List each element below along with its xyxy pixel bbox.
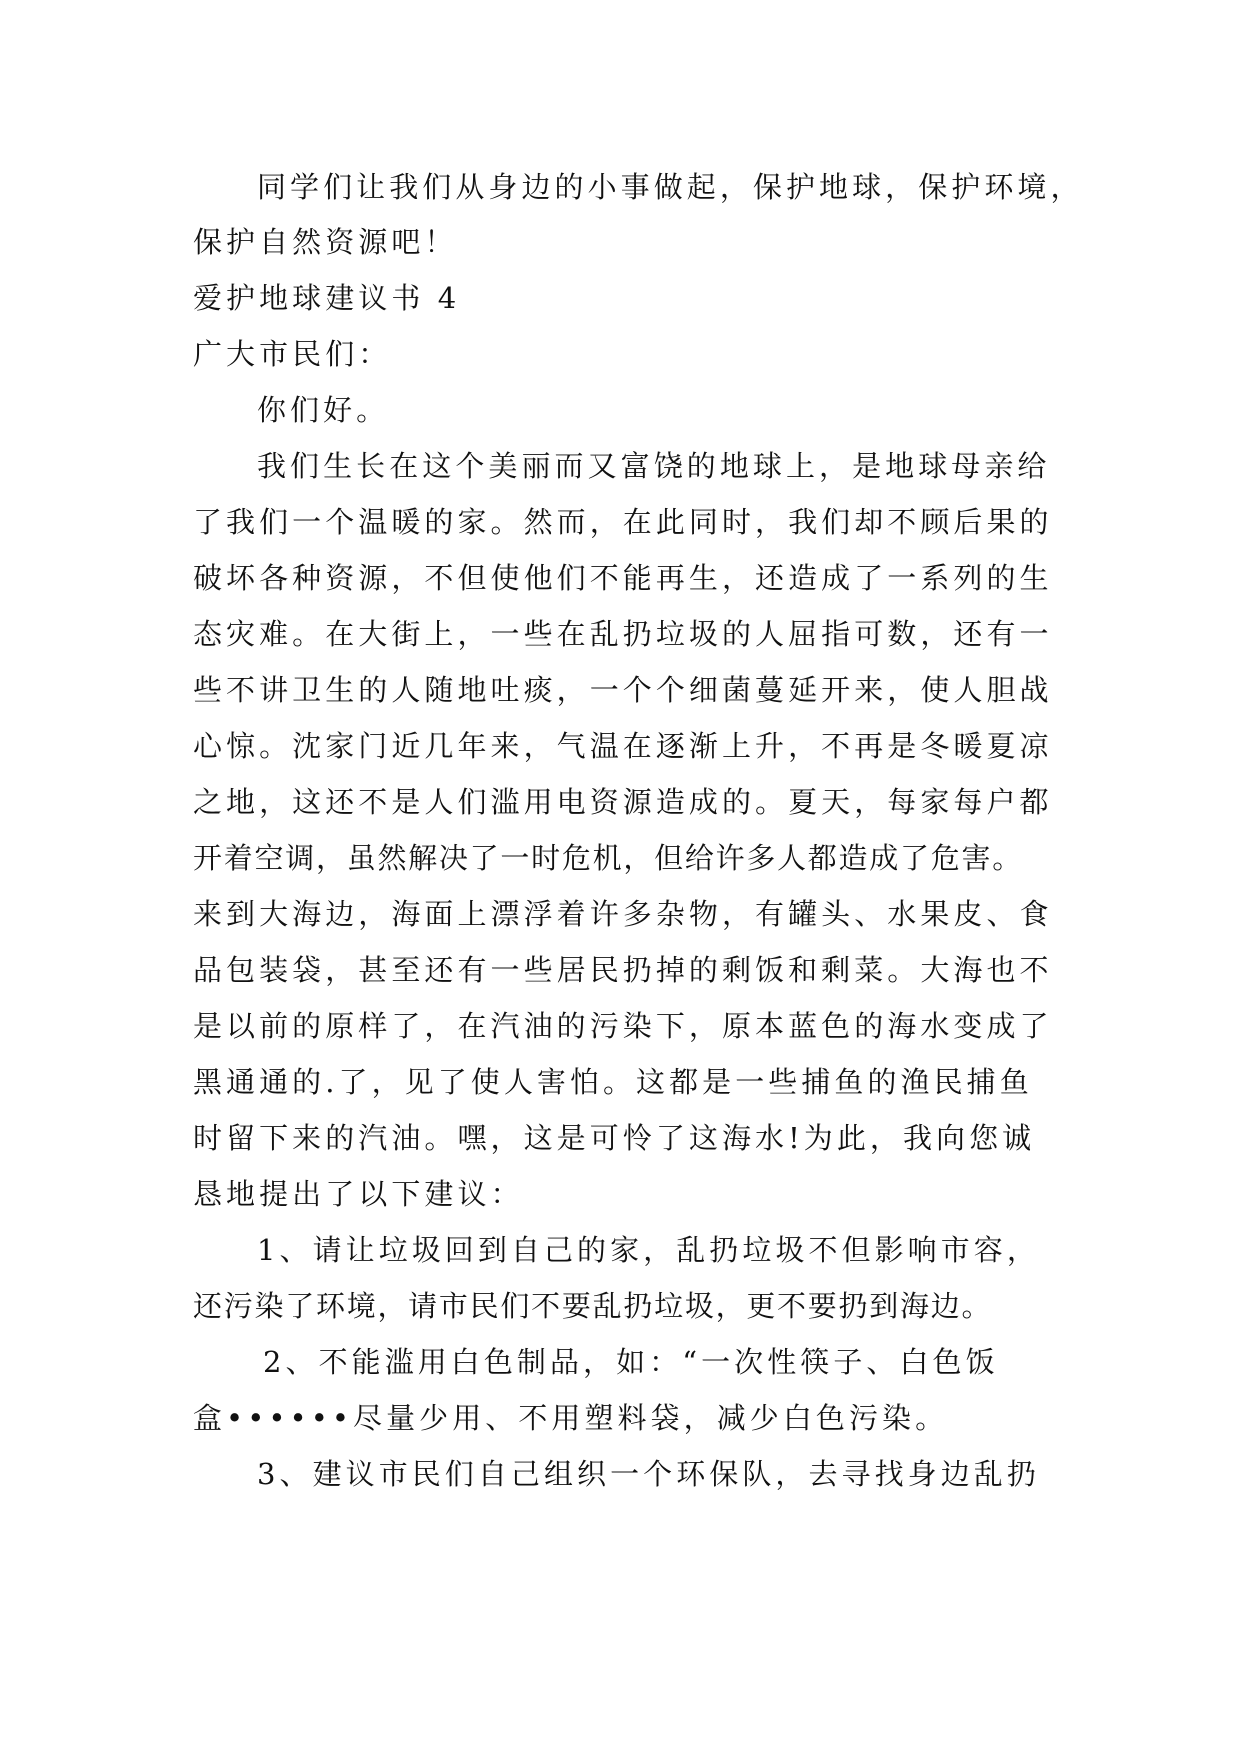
text-line: 还污染了环境，请市民们不要乱扔垃圾，更不要扔到海边。	[193, 1289, 993, 1323]
document-heading: 爱护地球建议书 4	[193, 281, 461, 315]
list-item: 2、不能滥用白色制品，如：“一次性筷子、白色饭	[263, 1345, 999, 1379]
text-line: 品包装袋，甚至还有一些居民扔掉的剩饭和剩菜。大海也不	[193, 953, 1053, 987]
text-line: 我们生长在这个美丽而又富饶的地球上，是地球母亲给	[257, 449, 1051, 483]
text-line: 些不讲卫生的人随地吐痰，一个个细菌蔓延开来，使人胆战	[193, 673, 1053, 707]
list-item: 3、建议市民们自己组织一个环保队，去寻找身边乱扔	[257, 1457, 1040, 1491]
text-line: 破坏各种资源，不但使他们不能再生，还造成了一系列的生	[193, 561, 1053, 595]
list-item: 1、请让垃圾回到自己的家，乱扔垃圾不但影响市容，	[257, 1233, 1040, 1267]
text-line: 之地，这还不是人们滥用电资源造成的。夏天，每家每户都	[193, 785, 1053, 819]
text-line: 是以前的原样了，在汽油的污染下，原本蓝色的海水变成了	[193, 1009, 1053, 1043]
text-line: 同学们让我们从身边的小事做起，保护地球，保护环境，	[257, 170, 1084, 204]
text-line: 态灾难。在大街上，一些在乱扔垃圾的人屈指可数，还有一	[193, 617, 1053, 651]
text-line: 盒••••••尽量少用、不用塑料袋，减少白色污染。	[193, 1401, 949, 1435]
greeting: 你们好。	[257, 393, 390, 427]
text-line: 保护自然资源吧！	[193, 225, 458, 259]
text-line: 了我们一个温暖的家。然而，在此同时，我们却不顾后果的	[193, 505, 1053, 539]
text-line: 黑通通的.了，见了使人害怕。这都是一些捕鱼的渔民捕鱼	[193, 1065, 1033, 1099]
text-line: 时留下来的汽油。嘿，这是可怜了这海水!为此，我向您诚	[193, 1121, 1036, 1155]
text-line: 来到大海边，海面上漂浮着许多杂物，有罐头、水果皮、食	[193, 897, 1053, 931]
text-line: 心惊。沈家门近几年来，气温在逐渐上升，不再是冬暖夏凉	[193, 729, 1053, 763]
salutation: 广大市民们：	[193, 337, 392, 371]
text-line: 开着空调，虽然解决了一时危机，但给许多人都造成了危害。	[193, 841, 1023, 875]
text-line: 恳地提出了以下建议：	[193, 1177, 524, 1211]
